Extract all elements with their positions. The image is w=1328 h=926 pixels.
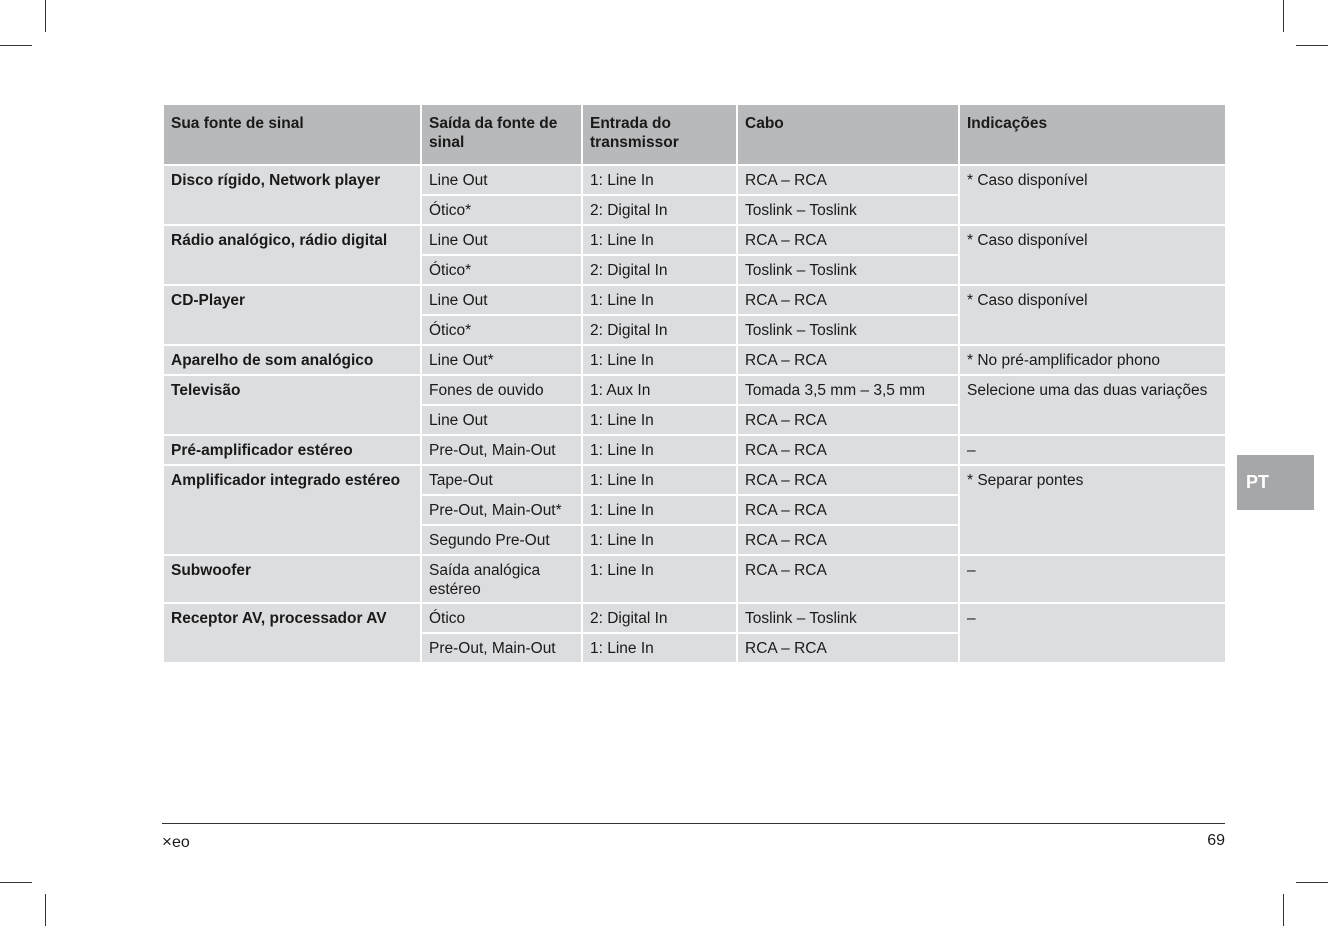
note-cell: * Caso disponível xyxy=(959,285,1226,345)
cable-cell: RCA – RCA xyxy=(737,633,959,663)
input-cell: 2: Digital In xyxy=(582,603,737,633)
crop-mark xyxy=(45,894,46,926)
header-transmitter-input: Entrada do transmissor xyxy=(582,104,737,165)
note-cell: – xyxy=(959,435,1226,465)
input-cell: 1: Line In xyxy=(582,165,737,195)
note-cell: * Caso disponível xyxy=(959,165,1226,225)
crop-mark xyxy=(1283,894,1284,926)
output-cell: Ótico* xyxy=(421,315,582,345)
input-cell: 2: Digital In xyxy=(582,315,737,345)
table-body xyxy=(163,165,1226,663)
output-cell: Saída analógica estéreo xyxy=(421,555,582,603)
cable-cell: RCA – RCA xyxy=(737,405,959,435)
output-cell: Fones de ouvido xyxy=(421,375,582,405)
cable-cell: RCA – RCA xyxy=(737,525,959,555)
input-cell: 1: Line In xyxy=(582,285,737,315)
note-cell: * No pré-amplificador phono xyxy=(959,345,1226,375)
output-cell: Pre-Out, Main-Out xyxy=(421,633,582,663)
crop-mark xyxy=(0,45,32,46)
header-source: Sua fonte de sinal xyxy=(163,104,421,165)
table-row xyxy=(163,465,1226,495)
source-cell: Receptor AV, processador AV xyxy=(163,603,421,663)
header-source-output: Saída da fonte de sinal xyxy=(421,104,582,165)
brand-text: eo xyxy=(171,834,190,851)
cable-cell: Toslink – Toslink xyxy=(737,315,959,345)
output-cell: Line Out xyxy=(421,405,582,435)
table-row xyxy=(163,285,1226,315)
cable-cell: RCA – RCA xyxy=(737,165,959,195)
output-cell: Line Out* xyxy=(421,345,582,375)
input-cell: 1: Line In xyxy=(582,465,737,495)
input-cell: 1: Line In xyxy=(582,525,737,555)
output-cell: Pre-Out, Main-Out xyxy=(421,435,582,465)
input-cell: 1: Line In xyxy=(582,495,737,525)
input-cell: 1: Line In xyxy=(582,633,737,663)
table-row xyxy=(163,345,1226,375)
cable-cell: RCA – RCA xyxy=(737,225,959,255)
output-cell: Line Out xyxy=(421,165,582,195)
header-notes: Indicações xyxy=(959,104,1226,165)
source-cell: Rádio analógico, rádio digital xyxy=(163,225,421,285)
table-row xyxy=(163,165,1226,195)
output-cell: Ótico xyxy=(421,603,582,633)
note-cell: – xyxy=(959,603,1226,663)
cable-cell: RCA – RCA xyxy=(737,345,959,375)
crop-mark xyxy=(1283,0,1284,32)
table-row xyxy=(163,375,1226,405)
note-cell: * Caso disponível xyxy=(959,225,1226,285)
table-row xyxy=(163,225,1226,255)
note-cell: – xyxy=(959,555,1226,603)
source-cell: Subwoofer xyxy=(163,555,421,603)
footer-divider xyxy=(162,823,1225,824)
crop-mark xyxy=(45,0,46,32)
table-row xyxy=(163,603,1226,633)
output-cell: Ótico* xyxy=(421,255,582,285)
input-cell: 1: Line In xyxy=(582,405,737,435)
cable-cell: Toslink – Toslink xyxy=(737,195,959,225)
cable-cell: RCA – RCA xyxy=(737,465,959,495)
output-cell: Ótico* xyxy=(421,195,582,225)
output-cell: Pre-Out, Main-Out* xyxy=(421,495,582,525)
output-cell: Segundo Pre-Out xyxy=(421,525,582,555)
source-cell: Amplificador integrado estéreo xyxy=(163,465,421,555)
crop-mark xyxy=(1296,882,1328,883)
cable-cell: Tomada 3,5 mm – 3,5 mm xyxy=(737,375,959,405)
language-tab-pt: PT xyxy=(1237,455,1314,510)
source-cell: Disco rígido, Network player xyxy=(163,165,421,225)
crop-mark xyxy=(1296,45,1328,46)
cable-cell: RCA – RCA xyxy=(737,285,959,315)
source-cell: CD-Player xyxy=(163,285,421,345)
source-cell: Pré-amplificador estéreo xyxy=(163,435,421,465)
brand-logo xyxy=(162,832,190,852)
input-cell: 2: Digital In xyxy=(582,255,737,285)
note-cell: Selecione uma das duas variações xyxy=(959,375,1226,435)
connection-table xyxy=(162,103,1227,664)
source-cell: Aparelho de som analógico xyxy=(163,345,421,375)
note-cell: * Separar pontes xyxy=(959,465,1226,555)
input-cell: 1: Aux In xyxy=(582,375,737,405)
source-cell: Televisão xyxy=(163,375,421,435)
cable-cell: RCA – RCA xyxy=(737,435,959,465)
brand-mark: × xyxy=(162,832,172,851)
input-cell: 1: Line In xyxy=(582,435,737,465)
page-number: 69 xyxy=(1207,832,1225,849)
header-cable: Cabo xyxy=(737,104,959,165)
input-cell: 2: Digital In xyxy=(582,195,737,225)
table-row xyxy=(163,555,1226,603)
table-header-row xyxy=(163,104,1226,165)
output-cell: Line Out xyxy=(421,225,582,255)
output-cell: Line Out xyxy=(421,285,582,315)
table-row xyxy=(163,435,1226,465)
input-cell: 1: Line In xyxy=(582,225,737,255)
output-cell: Tape-Out xyxy=(421,465,582,495)
cable-cell: RCA – RCA xyxy=(737,555,959,603)
cable-cell: Toslink – Toslink xyxy=(737,255,959,285)
input-cell: 1: Line In xyxy=(582,345,737,375)
cable-cell: Toslink – Toslink xyxy=(737,603,959,633)
cable-cell: RCA – RCA xyxy=(737,495,959,525)
crop-mark xyxy=(0,882,32,883)
input-cell: 1: Line In xyxy=(582,555,737,603)
